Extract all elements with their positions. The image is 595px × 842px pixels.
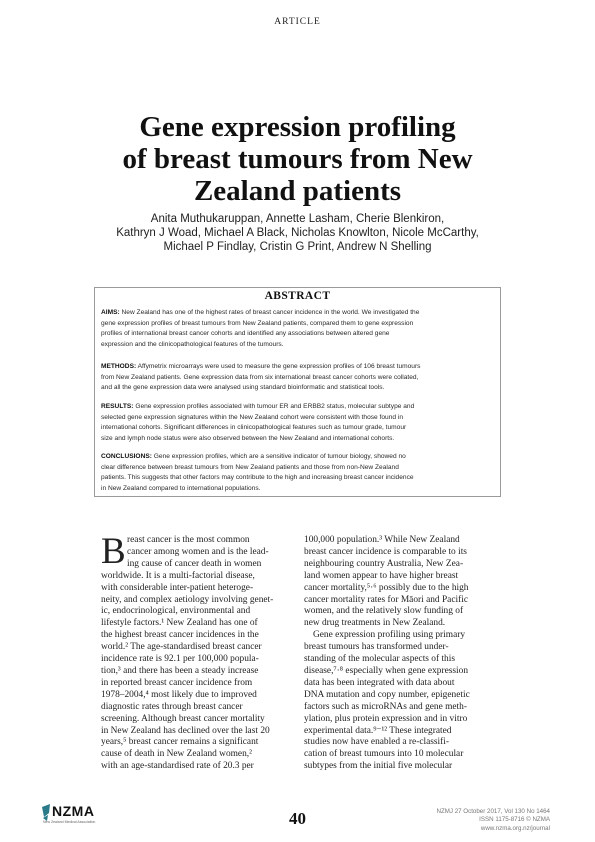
drop-cap: B [101,531,126,572]
journal-url: www.nzma.org.nz/journal [480,824,550,832]
body-line: with considerable inter-patient heteroge- [101,582,254,593]
body-line: ing cause of cancer death in women [127,558,262,569]
body-line: cancer among women and is the lead- [127,546,269,557]
body-line: cancer mortality rates for Māori and Pacific [304,594,468,605]
body-line: subtypes from the initial five molecular [304,761,453,772]
body-line: tion,³ and there has been a steady increase [101,665,259,676]
abstract-line: in New Zealand compared to international populations. [101,484,261,492]
body-line: lifestyle factors.¹ New Zealand has one of [101,618,258,629]
title-line: Gene expression profiling [139,111,456,143]
authors-line: Michael P Findlay, Cristin G Print, Andrew N Shelling [163,241,432,253]
abstract-line: clear difference between breast tumours from New Zealand patients and those from non-New Zealand [101,463,399,471]
abstract-line: Gene expression profiles associated with tumour ER and ERBB2 status, molecular subtype and [133,403,415,410]
body-line: worldwide. It is a multi-factorial disease, [101,570,255,581]
body-line: data has been integrated with data about [304,677,455,688]
abstract-line: gene expression profiles of breast tumours from New Zealand patients, compared them to gene expression [101,319,414,327]
body-line: diagnostic rates through breast cancer [101,701,243,712]
journal-citation: NZMJ 27 October 2017, Vol 130 No 1464 [436,808,550,815]
authors-line: Kathryn J Woad, Michael A Black, Nicholas Knowlton, Nicole McCarthy, [116,227,479,239]
body-line: world.² The age-standardised breast cancer [101,642,262,653]
body-line: breast tumours has transformed under- [304,642,449,653]
journal-info [430,808,550,833]
abstract-line: profiles of international breast cancer cohorts and identified any associations between altered gene [101,330,390,338]
abstract-line: patients. This suggests that other factors may contribute to the high and increasing breast cancer incidence [101,474,414,482]
abstract-heading: ABSTRACT [264,290,331,302]
page-number: 40 [289,809,306,828]
abstract-results [101,402,495,444]
body-line: with an age-standardised rate of 20.3 per [101,761,254,772]
author-list [60,212,535,254]
abstract-line: from New Zealand patients. Gene expression data from six international breast cancer cohorts were collated, [101,373,419,381]
body-line: cancer mortality,⁵·⁶ possibly due to the high [304,582,469,593]
body-line: cause of death in New Zealand women,² [101,749,252,760]
body-line: 100,000 population.³ While New Zealand [304,535,460,545]
logo-subtitle: New Zealand Medical Association [43,820,96,824]
body-line: incidence rate is 92.1 per 100,000 popula- [101,654,259,665]
body-line: in New Zealand has declined over the last 20 [101,725,270,736]
body-line: neity, and complex aetiology involving genet- [101,594,274,605]
methods-label: METHODS: [101,363,137,370]
results-label: RESULTS: [101,403,134,410]
abstract-line: Affymetrix microarrays were used to measure the gene expression profiles of 106 breast tumours [136,363,421,370]
abstract-line: expression and the clinicopathological features of the tumours. [101,340,284,348]
abstract-line: Gene expression profiles, which are a sensitive indicator of tumour biology, showed no [151,453,406,460]
body-line: land women appear to have higher breast [304,570,459,581]
body-line: new drug treatments in New Zealand. [304,618,446,629]
body-line: 1978–2004,⁴ most likely due to improved [101,689,257,700]
body-line: years,⁵ breast cancer remains a significant [101,737,259,748]
body-line: women, and the relatively slow funding of [304,606,464,617]
body-line: disease,⁷·⁸ especially when gene expression [304,665,469,676]
journal-issn: ISSN 1175-8716 © NZMA [479,816,550,824]
body-line: breast cancer incidence is comparable to its [304,546,467,557]
abstract-aims [101,308,495,350]
body-line: screening. Although breast cancer mortality [101,713,265,724]
abstract-line: New Zealand has one of the highest rates of breast cancer incidence in the world. We investigated the [119,309,420,316]
body-line: standing of the molecular aspects of this [304,654,456,665]
authors-line: Anita Muthukaruppan, Annette Lasham, Cherie Blenkiron, [150,213,445,225]
abstract-line: selected gene expression signatures within the New Zealand cohort were consistent with those found in [101,413,404,421]
body-line: Gene expression profiling using primary [313,630,466,641]
body-line: factors such as microRNAs and gene meth- [304,701,467,712]
abstract-conclusions [101,452,495,494]
body-line: ylation, plus protein expression and in vitro [304,713,468,724]
conclusions-label: CONCLUSIONS: [101,453,152,460]
abstract-methods [101,362,495,394]
body-right-column [304,535,489,773]
title-line: of breast tumours from New [122,143,473,175]
body-line: ic, endocrinological, environmental and [101,606,251,617]
body-left-column [101,531,276,773]
body-line: the highest breast cancer incidences in the [101,630,259,641]
abstract-line: size and lymph node status were also observed between the New Zealand and international cohorts. [101,434,395,442]
aims-label: AIMS: [101,309,120,316]
title-line: Zealand patients [193,175,402,207]
body-line: studies now have enabled a re-classifi- [304,737,449,748]
body-line: experimental data.⁹⁻¹² These integrated [304,725,452,736]
body-line: neighbouring country Australia, New Zea- [304,558,464,569]
body-line: DNA mutation and copy number, epigenetic [304,689,470,700]
abstract-line: international cohorts. Significant differences in clinicopathological features such as tumour grade, tumour [101,424,407,432]
body-line: cation of breast tumours into 10 molecular [304,749,464,760]
logo-text: NZMA [52,803,95,819]
article-title [60,111,535,207]
section-label: ARTICLE [274,17,321,27]
abstract-line: and all the gene expression data were analysed using standard bioinformatic and statistical tools. [101,384,385,392]
body-line: reast cancer is the most common [127,535,250,545]
body-line: in reported breast cancer incidence from [101,677,253,688]
